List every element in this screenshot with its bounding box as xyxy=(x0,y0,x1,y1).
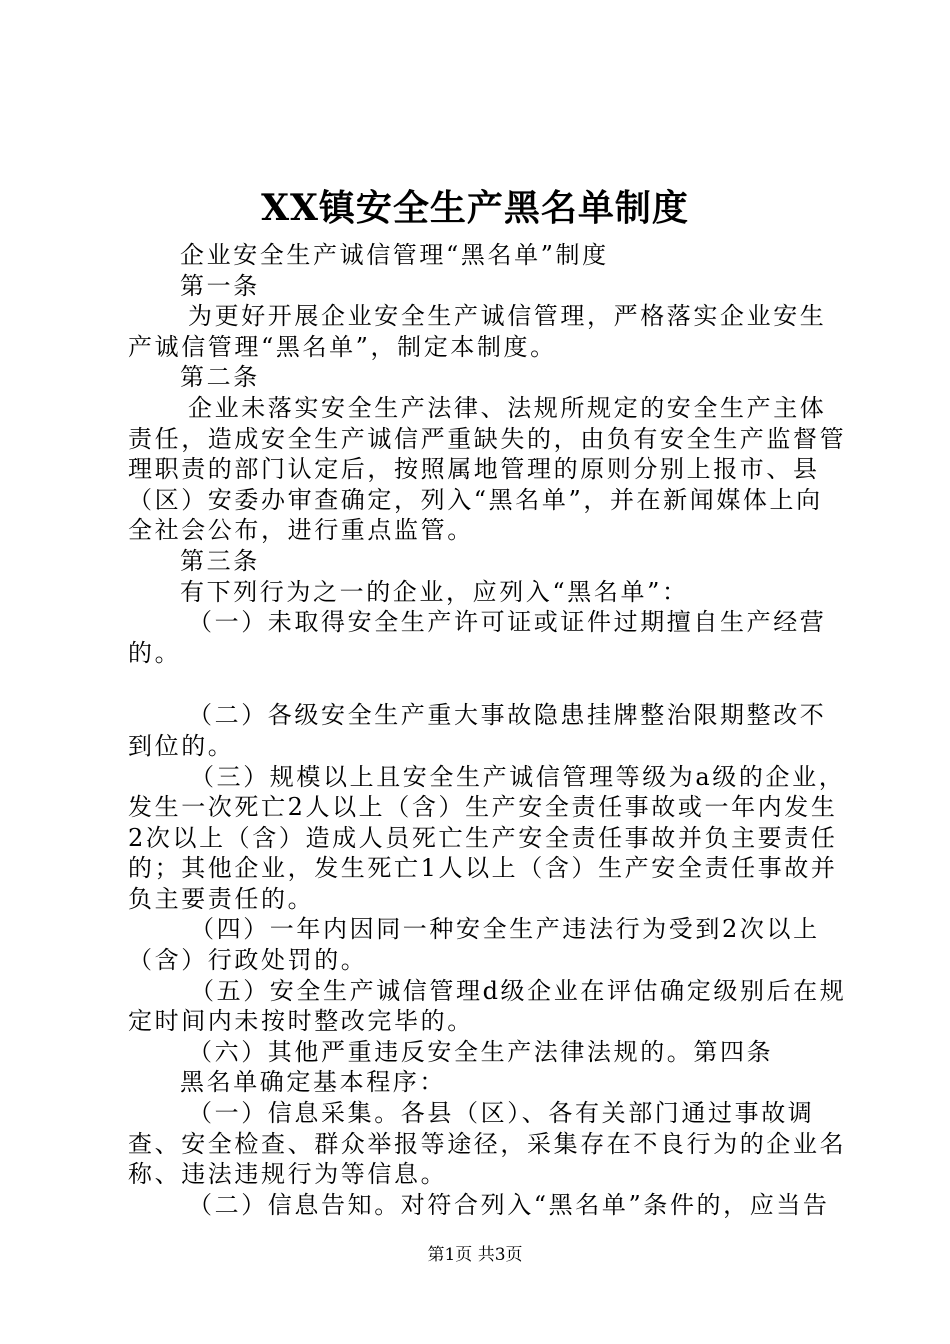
blank-line xyxy=(128,668,848,700)
list-item: （二）信息告知。对符合列入“黑名单”条件的，应当告 xyxy=(188,1190,830,1219)
paragraph: 黑名单确定基本程序： xyxy=(180,1068,446,1097)
list-item: （四）一年内因同一种安全生产违法行为受到2次以上（含）行政处罚的。 xyxy=(128,915,820,975)
list-item: （二）各级安全生产重大事故隐患挂牌整治限期整改不到位的。 xyxy=(128,701,827,760)
paragraph: 企业未落实安全生产法律、法规所规定的安全生产主体责任，造成安全生产诚信严重缺失的，由负有安全生产监督管理职责的部门认定后，按照属地管理的原则分别上报市、县（区）安委办审查确定，列入“黑名单”，并在新闻媒体上向全社会公布，进行重点监管。 xyxy=(128,393,847,545)
article-heading-2: 第二条 xyxy=(180,363,260,392)
list-item: （一）未取得安全生产许可证或证件过期擅自生产经营的。 xyxy=(128,608,827,667)
document-title: XX镇安全生产黑名单制度 xyxy=(261,187,689,229)
paragraph: 为更好开展企业安全生产诚信管理，严格落实企业安生产诚信管理“黑名单”，制定本制度。 xyxy=(128,302,827,361)
article-heading-3: 第三条 xyxy=(180,546,260,575)
article-heading-1: 第一条 xyxy=(180,271,260,300)
paragraph: 有下列行为之一的企业，应列入“黑名单”： xyxy=(180,577,689,606)
list-item: （一）信息采集。各县（区）、各有关部门通过事故调查、安全检查、群众举报等途径，采集存在不良行为的企业名称、违法违规行为等信息。 xyxy=(128,1099,847,1189)
page-number-footer: 第1页 共3页 xyxy=(427,1245,523,1265)
paragraph-subtitle: 企业安全生产诚信管理“黑名单”制度 xyxy=(180,241,609,269)
list-item: （三）规模以上且安全生产诚信管理等级为a级的企业，发生一次死亡2人以上（含）生产安全责任事故或一年内发生2次以上（含）造成人员死亡生产安全责任事故并负主要责任的；其他企业，发生死亡1人以上（含）生产安全责任事故并负主要责任的。 xyxy=(128,762,846,913)
list-item: （六）其他严重违反安全生产法律法规的。第四条 xyxy=(188,1037,774,1066)
list-item: （五）安全生产诚信管理d级企业在评估确定级别后在规定时间内未按时整改完毕的。 xyxy=(128,976,847,1036)
document-body xyxy=(128,240,848,1220)
